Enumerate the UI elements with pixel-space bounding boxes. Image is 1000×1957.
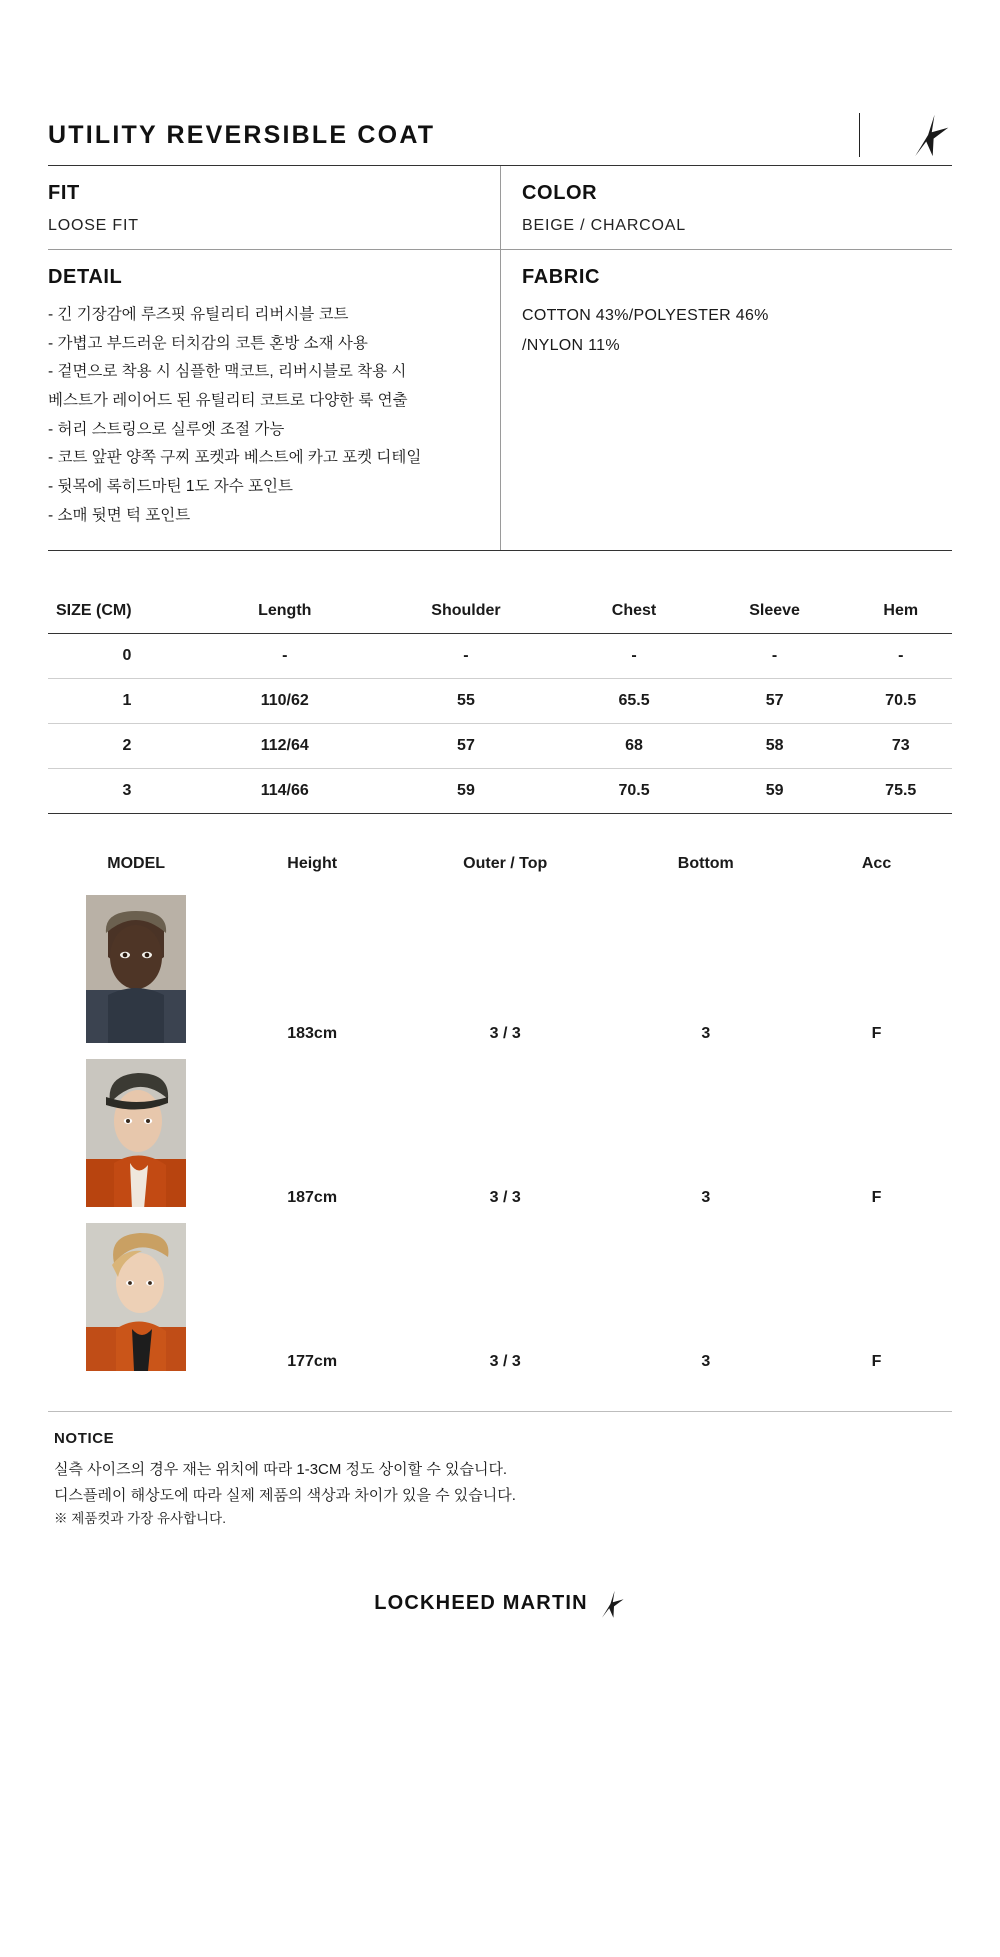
model-outer-top: 3 / 3 [489,1189,521,1206]
model-height: 187cm [287,1189,338,1206]
fit-value: LOOSE FIT [48,217,139,234]
model-bottom: 3 [701,1353,711,1370]
page-footer [48,1589,952,1619]
table-row [48,769,952,814]
size-cell: 112/64 [260,737,309,754]
model-bottom: 3 [701,1189,711,1206]
model-col-header: Bottom [677,855,734,872]
color-value: BEIGE / CHARCOAL [522,217,686,234]
detail-item: - 소매 뒷면 턱 포인트 [48,506,191,524]
model-photo-3 [86,1223,186,1371]
fabric-value-line: /NYLON 11% [522,336,620,354]
table-row [48,1055,952,1219]
detail-item: - 허리 스트링으로 실루엣 조절 가능 [48,420,285,438]
size-cell: 0 [122,647,132,664]
size-cell: 1 [122,692,132,709]
lockheed-martin-star-icon [596,1589,626,1619]
header-divider [859,113,860,157]
model-photo-cell [48,1055,224,1219]
detail-item: - 가볍고 부드러운 터치감의 코튼 혼방 소재 사용 [48,334,368,352]
size-cell: 57 [765,692,784,709]
color-label: COLOR [522,182,598,204]
page-title: UTILITY REVERSIBLE COAT [48,120,436,149]
size-col-header: Sleeve [700,589,850,634]
size-cell: 114/66 [260,782,309,799]
size-col-header: Hem [850,589,953,634]
color-cell [500,166,952,249]
detail-fabric-rule [48,550,952,551]
model-photo-cell [48,891,224,1055]
table-row [48,1219,952,1383]
model-acc: F [871,1189,882,1206]
size-cell: 3 [122,782,132,799]
size-cell: 59 [765,782,784,799]
model-col-header: Height [287,855,338,872]
model-photo-cell [48,1219,224,1383]
fabric-label: FABRIC [522,266,601,288]
lockheed-martin-star-icon [906,112,952,158]
detail-item: - 코트 앞판 양쪽 구찌 포켓과 베스트에 카고 포켓 디테일 [48,449,422,467]
brand-name: LOCKHEED MARTIN [374,1592,588,1615]
size-cell: 55 [457,692,475,709]
notice-line: 디스플레이 해상도에 따라 실제 제품의 색상과 차이가 있을 수 있습니다. [54,1486,516,1504]
table-row [48,724,952,769]
notice-line: 실측 사이즈의 경우 재는 위치에 따라 1-3CM 정도 상이할 수 있습니다. [54,1461,508,1478]
table-row [48,679,952,724]
model-height: 177cm [287,1353,338,1370]
model-col-header: Acc [861,855,892,872]
size-cell: 75.5 [885,782,917,799]
model-outer-top: 3 / 3 [489,1353,521,1370]
size-cell: 58 [765,737,784,754]
size-cell: 57 [457,737,475,754]
model-acc: F [871,1025,882,1042]
model-photo-2 [86,1059,186,1207]
notice-line-small: ※ 제품컷과 가장 유사합니다. [54,1511,226,1526]
size-cell: 65.5 [618,692,650,709]
detail-item: - 겉면으로 착용 시 심플한 맥코트, 리버시블로 착용 시 [48,363,407,381]
size-cell: 68 [625,737,643,754]
size-cell: 73 [891,737,910,754]
size-cell: - [898,647,904,664]
fabric-value-line: COTTON 43%/POLYESTER 46% [522,307,769,324]
detail-list [48,301,500,530]
model-photo-1 [86,895,186,1043]
model-table-section [48,854,952,1383]
size-cell: - [463,647,469,664]
size-col-header: SIZE (CM) [48,589,206,634]
size-cell: 70.5 [885,692,917,709]
detail-fabric-grid [48,250,952,550]
notice-section [48,1411,952,1531]
spec-sheet-page [0,105,1000,1957]
size-table [48,589,952,814]
table-header-row [48,854,952,891]
detail-item: 베스트가 레이어드 된 유틸리티 코트로 다양한 룩 연출 [48,392,408,410]
size-cell: 59 [457,782,475,799]
table-header-row [48,589,952,634]
page-header [48,105,952,165]
size-cell: - [282,647,288,664]
size-cell: - [771,647,778,664]
size-col-header: Length [206,589,364,634]
fit-label: FIT [48,182,80,204]
detail-cell [48,250,500,550]
detail-label: DETAIL [48,266,123,288]
size-cell: 110/62 [260,692,309,709]
model-outer-top: 3 / 3 [489,1025,521,1042]
model-height: 183cm [287,1025,338,1042]
fabric-cell [500,250,952,550]
fit-cell [48,166,500,249]
size-cell: 70.5 [618,782,650,799]
notice-title: NOTICE [54,1430,115,1447]
model-bottom: 3 [701,1025,711,1042]
table-row [48,891,952,1055]
notice-rule [48,1411,952,1412]
fit-color-grid [48,166,952,249]
size-table-section [48,589,952,814]
model-table [48,854,952,1383]
size-col-header: Chest [568,589,699,634]
header-logo-group [859,112,952,158]
size-col-header: Shoulder [364,589,569,634]
model-acc: F [871,1353,882,1370]
detail-item: - 뒷목에 록히드마틴 1도 자수 포인트 [48,478,293,496]
size-cell: 2 [122,737,132,754]
model-col-header: Outer / Top [463,855,548,872]
table-row [48,634,952,679]
size-cell: - [631,647,637,664]
model-col-header: MODEL [107,855,166,872]
detail-item: - 긴 기장감에 루즈핏 유틸리티 리버시블 코트 [48,306,349,323]
